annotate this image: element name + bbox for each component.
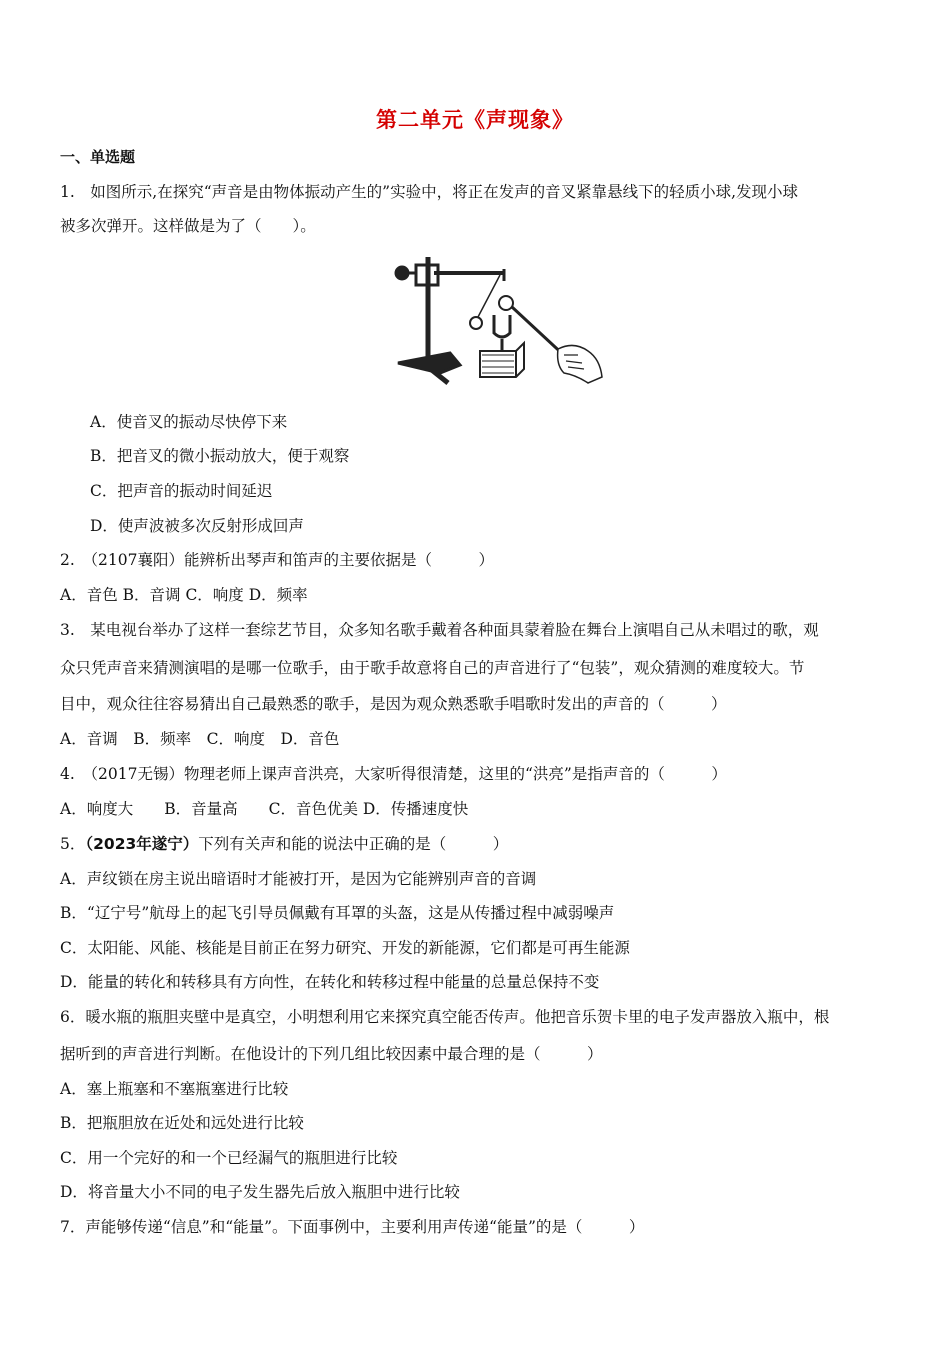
- q1-option-b: B．把音叉的微小振动放大，便于观察: [90, 447, 350, 465]
- q5-stem-text: 下列有关声和能的说法中正确的是（ ）: [198, 835, 509, 853]
- q1-stem-line2: 被多次弹开。这样做是为了（ ）。: [60, 217, 316, 235]
- q6-option-c: C．用一个完好的和一个已经漏气的瓶胆进行比较: [60, 1149, 398, 1167]
- q3-stem-line1: 3. 某电视台举办了这样一套综艺节目，众多知名歌手戴着各种面具蒙着脸在舞台上演唱自己从未唱过的歌，观: [60, 621, 819, 639]
- page-title: 第二单元《声现象》: [376, 108, 574, 132]
- q5-number: 5．: [60, 835, 86, 853]
- q1-option-c: C．把声音的振动时间延迟: [90, 482, 273, 500]
- q7-stem: 7．声能够传递“信息”和“能量”。下面事例中，主要利用声传递“能量”的是（ ）: [60, 1218, 645, 1236]
- q1-stem-line1: 1. 如图所示,在探究“声音是由物体振动产生的”实验中，将正在发声的音叉紧靠悬线下的轻质小球,发现小球: [60, 183, 798, 201]
- tuning-fork-experiment-figure: [388, 255, 608, 395]
- q2-stem: 2. （2107襄阳）能辨析出琴声和笛声的主要依据是（ ）: [60, 551, 494, 569]
- q6-stem-line2: 据听到的声音进行判断。在他设计的下列几组比较因素中最合理的是（ ）: [60, 1045, 603, 1063]
- q6-option-a: A．塞上瓶塞和不塞瓶塞进行比较: [60, 1080, 289, 1098]
- q3-stem-line3: 目中，观众往往容易猜出自己最熟悉的歌手，是因为观众熟悉歌手唱歌时发出的声音的（ ）: [60, 695, 727, 713]
- q5-option-d: D．能量的转化和转移具有方向性，在转化和转移过程中能量的总量总保持不变: [60, 973, 600, 991]
- q1-option-d: D．使声波被多次反射形成回声: [90, 517, 304, 535]
- q5-option-b: B．“辽宁号”航母上的起飞引导员佩戴有耳罩的头盔，这是从传播过程中减弱噪声: [60, 904, 615, 922]
- q4-options: A．响度大 B．音量高 C．音色优美 D．传播速度快: [60, 800, 469, 818]
- q4-stem: 4. （2017无锡）物理老师上课声音洪亮，大家听得很清楚，这里的“洪亮”是指声音的（ ）: [60, 765, 727, 783]
- q3-options: A．音调 B．频率 C．响度 D．音色: [60, 730, 340, 748]
- q2-options: A．音色 B．音调 C．响度 D．频率: [60, 586, 308, 604]
- q5-stem: [60, 834, 508, 854]
- q5-option-c: C．太阳能、风能、核能是目前正在努力研究、开发的新能源，它们都是可再生能源: [60, 939, 630, 957]
- q6-option-b: B．把瓶胆放在近处和远处进行比较: [60, 1114, 304, 1132]
- q5-option-a: A．声纹锁在房主说出暗语时才能被打开，是因为它能辨别声音的音调: [60, 870, 537, 888]
- q1-option-a: A．使音叉的振动尽快停下来: [90, 413, 288, 431]
- q5-source: （2023年遂宁）: [85, 835, 199, 853]
- q3-stem-line2: 众只凭声音来猜测演唱的是哪一位歌手，由于歌手故意将自己的声音进行了“包装”，观众猜测的难度较大。节: [60, 659, 805, 677]
- q6-option-d: D．将音量大小不同的电子发生器先后放入瓶胆中进行比较: [60, 1183, 460, 1201]
- section-heading: 一、单选题: [60, 148, 136, 166]
- q6-stem-line1: 6．暖水瓶的瓶胆夹壁中是真空，小明想利用它来探究真空能否传声。他把音乐贺卡里的电子发声器放入瓶中，根: [60, 1008, 830, 1026]
